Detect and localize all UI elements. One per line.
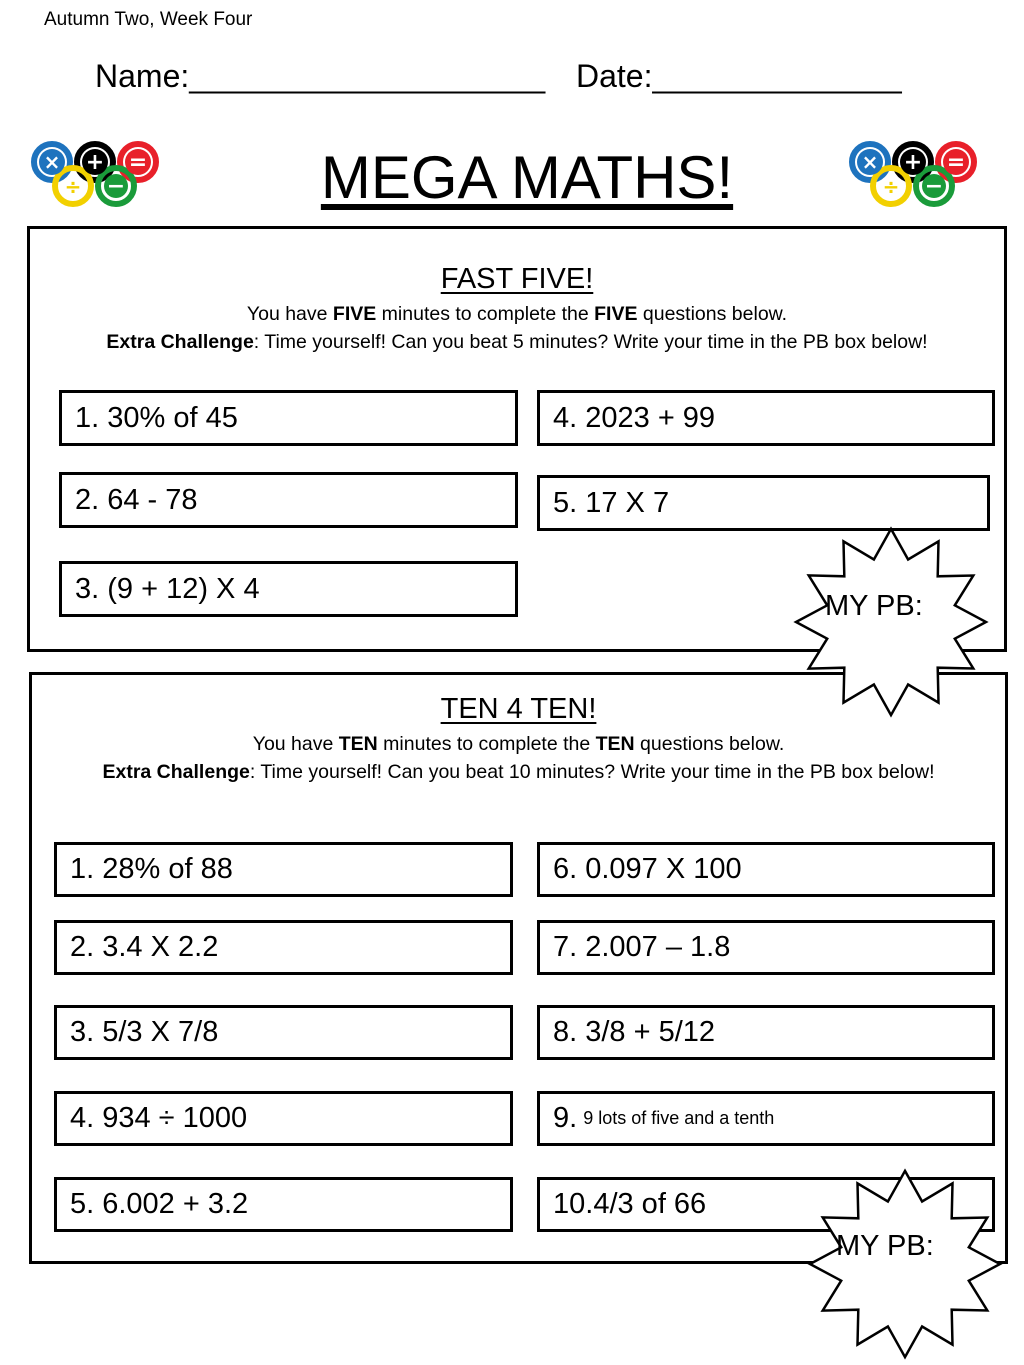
olympic-rings-maths-icon	[848, 136, 1006, 212]
question-number: 9.	[553, 1102, 578, 1134]
fast-five-heading: FAST FIVE!	[440, 263, 594, 295]
date-field[interactable]: Date:______________	[576, 58, 902, 94]
question-box[interactable]: 2. 3.4 X 2.2	[54, 920, 513, 975]
ten-4-ten-instructions: You have TEN minutes to complete the TEN questions below. Extra Challenge: Time yourself! Can you beat 10 minutes? Write your time in the PB box below!	[102, 733, 935, 783]
question-text: 9 lots of five and a tenth	[583, 1108, 775, 1128]
name-field[interactable]: Name:____________________	[95, 58, 546, 94]
svg-text:−: −	[924, 174, 944, 199]
pb-star-badge[interactable]	[804, 1168, 1006, 1360]
ten-4-ten-heading: TEN 4 TEN!	[440, 693, 597, 725]
pb-label: MY PB:	[836, 1230, 934, 1262]
question-box[interactable]: 5. 6.002 + 3.2	[54, 1177, 513, 1232]
svg-text:×: ×	[43, 150, 61, 174]
svg-text:÷: ÷	[64, 175, 82, 199]
svg-text:−: −	[106, 174, 126, 199]
svg-text:+: +	[903, 150, 923, 175]
page-title: MEGA MATHS!	[320, 144, 734, 211]
olympic-rings-maths-icon	[30, 136, 188, 212]
star-outline	[810, 1171, 1000, 1357]
fast-five-instructions: You have FIVE minutes to complete the FIVE questions below. Extra Challenge: Time yourself! Can you beat 5 minutes? Write your time in the PB box below!	[106, 303, 928, 353]
question-box[interactable]	[537, 1091, 995, 1146]
svg-text:=: =	[946, 150, 966, 175]
question-box[interactable]: 5. 17 X 7	[537, 475, 990, 531]
question-box[interactable]: 4. 934 ÷ 1000	[54, 1091, 513, 1146]
question-box[interactable]: 2. 64 - 78	[59, 472, 518, 528]
question-box[interactable]: 8. 3/8 + 5/12	[537, 1005, 995, 1060]
question-box[interactable]: 4. 2023 + 99	[537, 390, 995, 446]
svg-text:+: +	[85, 150, 105, 175]
question-box[interactable]: 1. 30% of 45	[59, 390, 518, 446]
question-box[interactable]: 3. 5/3 X 7/8	[54, 1005, 513, 1060]
pb-label: MY PB:	[825, 590, 923, 622]
question-box[interactable]: 10.4/3 of 66	[537, 1177, 995, 1232]
svg-text:×: ×	[861, 150, 879, 174]
question-box[interactable]: 1. 28% of 88	[54, 842, 513, 897]
question-box[interactable]: 7. 2.007 – 1.8	[537, 920, 995, 975]
worksheet-subtitle: Autumn Two, Week Four	[44, 9, 253, 30]
question-box[interactable]: 6. 0.097 X 100	[537, 842, 995, 897]
svg-text:÷: ÷	[882, 175, 900, 199]
question-box[interactable]: 3. (9 + 12) X 4	[59, 561, 518, 617]
svg-text:=: =	[128, 150, 148, 175]
